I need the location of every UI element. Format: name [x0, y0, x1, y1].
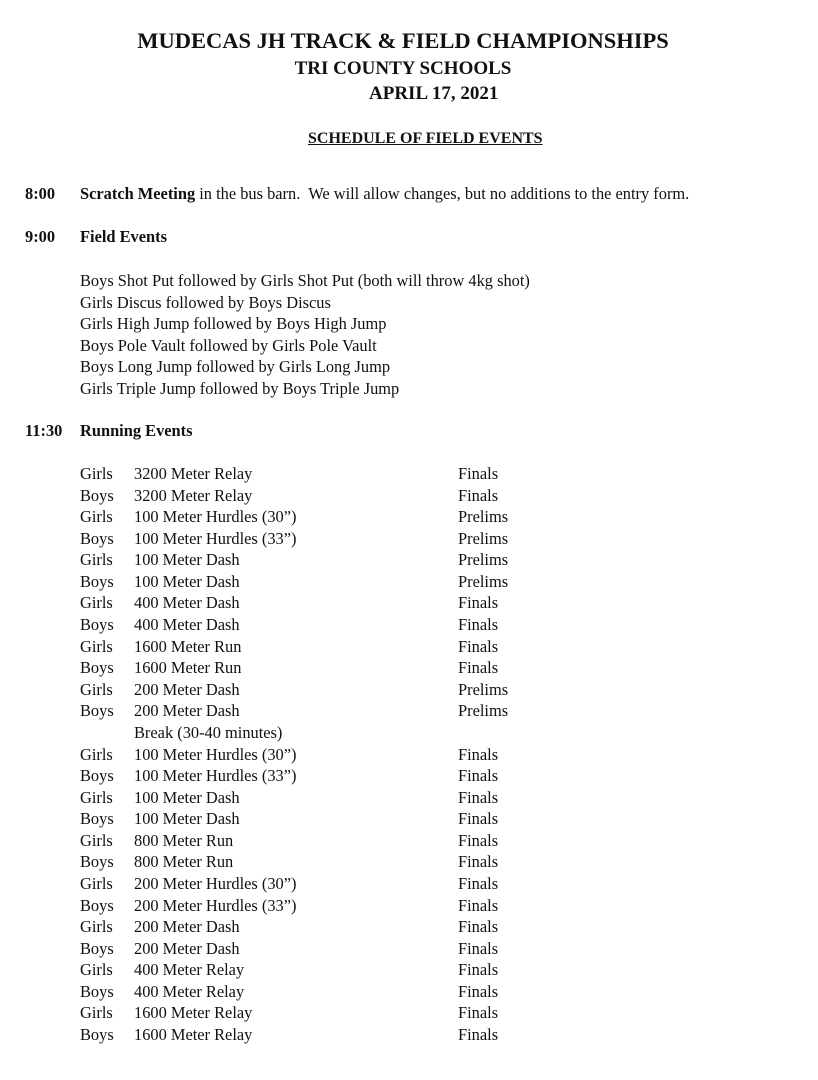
- running-event-row: [80, 851, 600, 873]
- event-round: Prelims: [458, 528, 509, 548]
- scratch-title: Scratch Meeting: [80, 184, 196, 203]
- running-event-row: [80, 463, 600, 485]
- event-name: 100 Meter Hurdles (30”): [134, 507, 297, 527]
- event-name: 100 Meter Hurdles (33”): [134, 766, 297, 786]
- running-event-row: [80, 1024, 600, 1046]
- event-gender: Boys: [80, 528, 114, 548]
- event-round: Finals: [458, 830, 499, 850]
- document-title: MUDECAS JH TRACK & FIELD CHAMPIONSHIPS: [137, 28, 669, 53]
- event-round: Finals: [458, 787, 499, 807]
- event-name: 200 Meter Dash: [134, 679, 240, 699]
- event-name: 100 Meter Dash: [134, 550, 240, 570]
- event-gender: Boys: [80, 938, 114, 958]
- event-name: 100 Meter Dash: [134, 809, 240, 829]
- event-name: 200 Meter Dash: [134, 938, 240, 958]
- event-round: Finals: [458, 593, 499, 613]
- event-round: Finals: [458, 960, 499, 980]
- scratch-time: 8:00: [25, 184, 56, 203]
- scratch-meeting-text: [80, 184, 689, 204]
- event-name: 100 Meter Dash: [134, 787, 240, 807]
- running-event-row: [80, 787, 600, 809]
- running-event-row: [80, 657, 600, 679]
- event-round: Finals: [458, 981, 499, 1001]
- field-time: 9:00: [25, 227, 56, 246]
- event-round: Finals: [458, 464, 499, 483]
- field-event-item: Girls Discus followed by Boys Discus: [80, 292, 331, 312]
- running-event-row: [80, 765, 600, 787]
- event-name: 400 Meter Relay: [134, 981, 245, 1001]
- event-round: Finals: [458, 873, 499, 893]
- field-events-heading: Field Events: [80, 227, 167, 246]
- event-name: 1600 Meter Relay: [134, 1025, 253, 1045]
- event-gender: Boys: [80, 485, 114, 505]
- field-events-list: [80, 270, 530, 399]
- event-date: APRIL 17, 2021: [369, 83, 499, 104]
- event-gender: Girls: [80, 744, 113, 764]
- event-name: 200 Meter Dash: [134, 917, 240, 937]
- event-round: Prelims: [458, 679, 509, 699]
- field-event-item: Boys Shot Put followed by Girls Shot Put (both will throw 4kg shot): [80, 271, 530, 290]
- event-gender: Girls: [80, 464, 113, 483]
- event-round: Finals: [458, 636, 499, 656]
- running-event-row: [80, 485, 600, 507]
- event-name: 200 Meter Hurdles (30”): [134, 873, 297, 893]
- field-events-time-row: [25, 227, 55, 247]
- event-gender: Boys: [80, 766, 114, 786]
- event-round: Finals: [458, 895, 499, 915]
- running-events-time-row: [25, 421, 62, 441]
- field-event-item: Girls Triple Jump followed by Boys Triple Jump: [80, 378, 400, 398]
- schedule-heading: SCHEDULE OF FIELD EVENTS: [308, 130, 543, 147]
- running-event-row: [80, 700, 600, 722]
- scratch-description: in the bus barn. We will allow changes, but no additions to the entry form.: [195, 184, 690, 203]
- event-round: Prelims: [458, 550, 509, 570]
- event-gender: Boys: [80, 981, 114, 1001]
- running-event-row: [80, 959, 600, 981]
- event-gender: Girls: [80, 787, 113, 807]
- event-round: Finals: [458, 809, 499, 829]
- event-name: 400 Meter Relay: [134, 960, 245, 980]
- event-round: Finals: [458, 852, 499, 872]
- event-gender: Boys: [80, 658, 114, 678]
- event-name: 1600 Meter Relay: [134, 1003, 253, 1023]
- event-gender: Boys: [80, 1025, 114, 1045]
- field-event-item: Girls High Jump followed by Boys High Jump: [80, 314, 387, 333]
- event-round: Finals: [458, 766, 499, 786]
- field-event-item: Boys Pole Vault followed by Girls Pole Vault: [80, 335, 377, 355]
- running-events-heading: Running Events: [80, 421, 193, 440]
- running-event-row: [80, 636, 600, 658]
- event-gender: Girls: [80, 507, 113, 527]
- event-round: Prelims: [458, 507, 509, 527]
- event-gender: Girls: [80, 550, 113, 570]
- event-gender: Girls: [80, 917, 113, 937]
- event-round: Finals: [458, 1025, 499, 1045]
- event-gender: Girls: [80, 1003, 113, 1023]
- event-gender: Boys: [80, 852, 114, 872]
- event-name: Break (30-40 minutes): [134, 722, 283, 742]
- running-event-row: [80, 808, 600, 830]
- event-name: 100 Meter Dash: [134, 571, 240, 591]
- event-round: Prelims: [458, 701, 509, 721]
- event-name: 3200 Meter Relay: [134, 464, 253, 483]
- running-event-row: [80, 1002, 600, 1024]
- event-name: 100 Meter Hurdles (33”): [134, 528, 297, 548]
- event-round: Finals: [458, 615, 499, 635]
- event-round: Finals: [458, 917, 499, 937]
- event-round: Finals: [458, 485, 499, 505]
- event-name: 200 Meter Hurdles (33”): [134, 895, 297, 915]
- event-gender: Boys: [80, 571, 114, 591]
- event-name: 1600 Meter Run: [134, 636, 242, 656]
- event-name: 100 Meter Hurdles (30”): [134, 744, 297, 764]
- event-gender: Boys: [80, 701, 114, 721]
- event-gender: Boys: [80, 809, 114, 829]
- break-row: [80, 722, 600, 744]
- event-gender: Girls: [80, 679, 113, 699]
- event-gender: Boys: [80, 895, 114, 915]
- event-gender: Girls: [80, 873, 113, 893]
- event-round: Finals: [458, 658, 499, 678]
- running-event-row: [80, 528, 600, 550]
- event-gender: Boys: [80, 615, 114, 635]
- event-gender: Girls: [80, 593, 113, 613]
- running-event-row: [80, 895, 600, 917]
- field-event-item: Boys Long Jump followed by Girls Long Jump: [80, 357, 391, 376]
- event-name: 200 Meter Dash: [134, 701, 240, 721]
- event-name: 800 Meter Run: [134, 852, 234, 872]
- event-gender: Girls: [80, 830, 113, 850]
- scratch-meeting-row: [25, 184, 55, 204]
- event-name: 400 Meter Dash: [134, 615, 240, 635]
- event-name: 1600 Meter Run: [134, 658, 242, 678]
- running-event-row: [80, 830, 600, 852]
- event-round: Finals: [458, 744, 499, 764]
- running-event-row: [80, 981, 600, 1003]
- running-event-row: [80, 614, 600, 636]
- running-time: 11:30: [25, 421, 63, 440]
- event-name: 800 Meter Run: [134, 830, 234, 850]
- running-events-list: [80, 463, 600, 1046]
- running-event-row: [80, 506, 600, 528]
- running-event-row: [80, 679, 600, 701]
- event-gender: Girls: [80, 636, 113, 656]
- running-event-row: [80, 873, 600, 895]
- running-event-row: [80, 592, 600, 614]
- running-event-row: [80, 938, 600, 960]
- running-event-row: [80, 549, 600, 571]
- event-gender: Girls: [80, 960, 113, 980]
- running-event-row: [80, 916, 600, 938]
- event-name: 400 Meter Dash: [134, 593, 240, 613]
- event-round: Finals: [458, 1003, 499, 1023]
- running-event-row: [80, 744, 600, 766]
- event-round: Finals: [458, 938, 499, 958]
- running-event-row: [80, 571, 600, 593]
- event-round: Prelims: [458, 571, 509, 591]
- location-subtitle: TRI COUNTY SCHOOLS: [294, 58, 512, 79]
- event-name: 3200 Meter Relay: [134, 485, 253, 505]
